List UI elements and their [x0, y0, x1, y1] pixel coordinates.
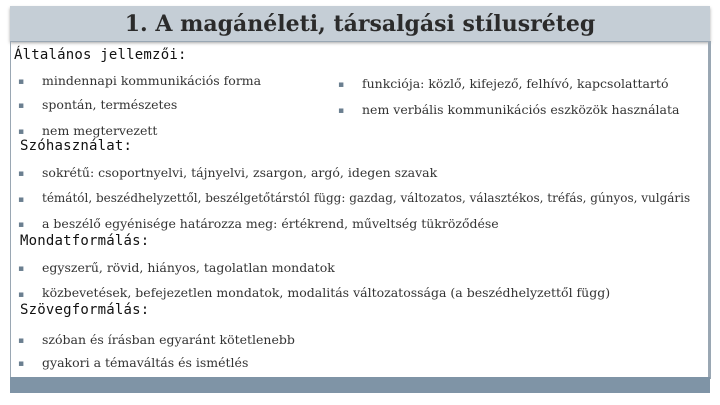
slide-title: 1. A magánéleti, társalgási stílusréteg	[124, 11, 596, 37]
list-item: nem megtervezett	[42, 123, 158, 138]
bullet-icon: ▪	[338, 80, 345, 90]
bullet-icon: ▪	[18, 290, 25, 300]
list-item: nem verbális kommunikációs eszközök használata	[362, 102, 680, 117]
bottom-bar	[10, 377, 710, 393]
section-heading-altalanos: Általános jellemzői:	[14, 47, 187, 63]
section-heading-szohasznalat: Szóhasználat:	[20, 138, 133, 154]
bullet-icon: ▪	[18, 169, 25, 179]
section-heading-mondatformalas: Mondatformálás:	[20, 233, 150, 249]
list-item: témától, beszédhelyzettől, beszélgetőtárstól függ: gazdag, változatos, választékos, tréfás, gúnyos, vulgáris	[42, 191, 691, 205]
list-item: egyszerű, rövid, hiányos, tagolatlan mondatok	[42, 260, 335, 275]
list-item: szóban és írásban egyaránt kötetlenebb	[42, 332, 295, 347]
title-bar	[10, 6, 710, 41]
bullet-icon: ▪	[18, 336, 25, 346]
list-item: spontán, természetes	[42, 97, 178, 112]
frame-right-edge	[708, 41, 710, 377]
bullet-icon: ▪	[18, 101, 25, 111]
list-item: funkciója: közlő, kifejező, felhívó, kapcsolattartó	[362, 76, 669, 91]
section-heading-szovegformalas: Szövegformálás:	[20, 302, 150, 318]
content-frame	[10, 41, 711, 379]
list-item: közbevetések, befejezetlen mondatok, modalitás változatossága (a beszédhelyzettől függ)	[42, 285, 611, 300]
bullet-icon: ▪	[18, 77, 25, 87]
list-item: sokrétű: csoportnyelvi, tájnyelvi, zsargon, argó, idegen szavak	[42, 165, 438, 180]
bullet-icon: ▪	[18, 359, 25, 369]
bullet-icon: ▪	[18, 127, 25, 137]
list-item: a beszélő egyénisége határozza meg: értékrend, műveltség tükröződése	[42, 216, 499, 231]
bullet-icon: ▪	[18, 195, 25, 205]
list-item: mindennapi kommunikációs forma	[42, 73, 262, 88]
bullet-icon: ▪	[18, 220, 25, 230]
list-item: gyakori a témaváltás és ismétlés	[42, 355, 249, 370]
bullet-icon: ▪	[338, 106, 345, 116]
bullet-icon: ▪	[18, 264, 25, 274]
